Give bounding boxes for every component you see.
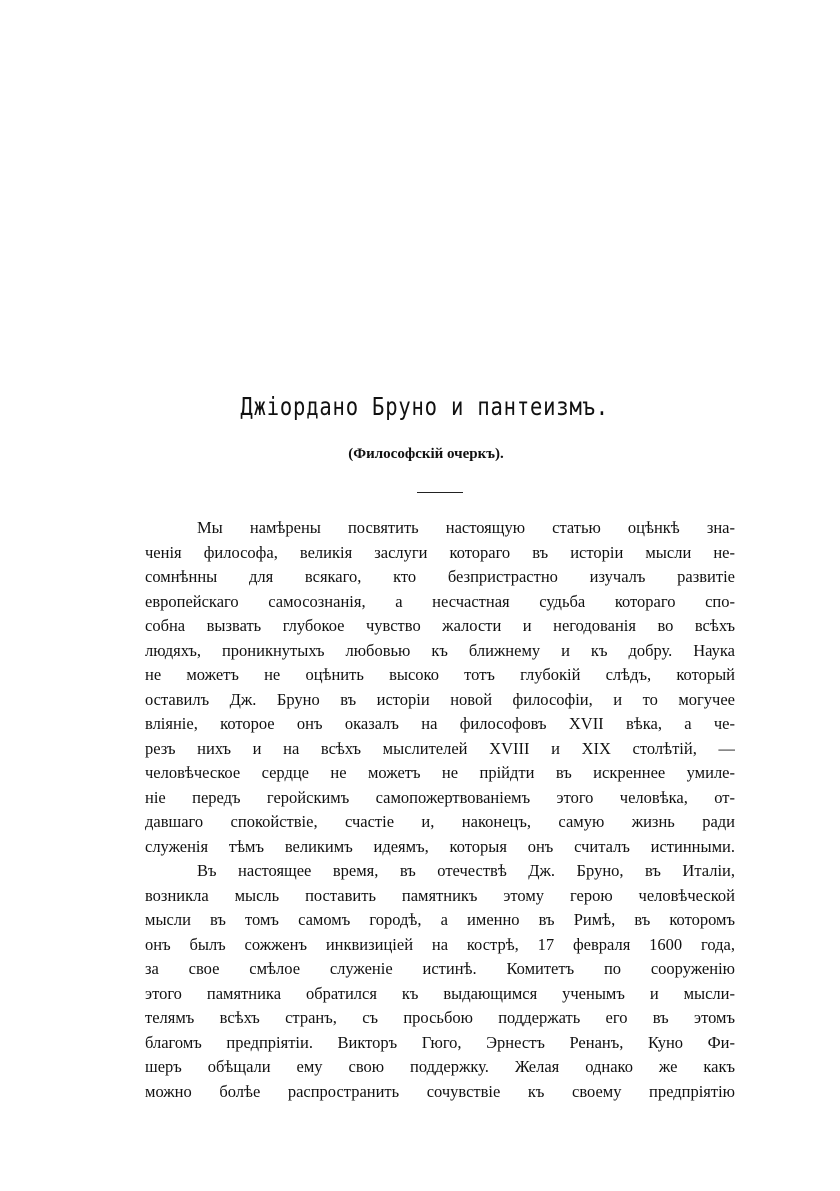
text-line: онъ былъ сожженъ инквизиціей на кострѣ, 17 февраля 1600 года,	[145, 934, 735, 954]
text-line: телямъ всѣхъ странъ, съ просьбою поддержать его въ этомъ	[145, 1008, 735, 1027]
text-line: человѣческое сердце не можетъ не прійдти въ искреннее умиле-	[145, 763, 735, 782]
article-title: Джіордано Бруно и пантеизмъ.	[240, 392, 609, 421]
text-line: оставилъ Дж. Бруно въ исторіи новой философіи, и то могучее	[145, 689, 735, 709]
title-divider	[417, 492, 463, 493]
text-line: ченія философа, великія заслуги котораго въ исторіи мысли не-	[145, 542, 735, 562]
text-line: людяхъ, проникнутыхъ любовью къ ближнему и къ добру. Наука	[145, 640, 735, 660]
text-line: собна вызвать глубокое чувство жалости и негодованія во всѣхъ	[145, 616, 735, 635]
text-line: благомъ предпріятіи. Викторъ Гюго, Эрнестъ Ренанъ, Куно Фи-	[145, 1032, 735, 1052]
text-line: этого памятника обратился къ выдающимся ученымъ и мысли-	[145, 983, 735, 1003]
text-line: европейскаго самосознанія, а несчастная судьба котораго спо-	[145, 591, 735, 611]
text-line: за свое смѣлое служеніе истинѣ. Комитетъ по сооруженію	[145, 959, 735, 978]
article-body	[145, 516, 735, 1104]
text-line: служенія тѣмъ великимъ идеямъ, которыя онъ считалъ истинными.	[145, 836, 735, 856]
text-line: сомнѣнны для всякаго, кто безпристрастно изучалъ развитіе	[145, 567, 735, 586]
text-line: вліяніе, которое онъ оказалъ на философовъ XVII вѣка, а че-	[145, 714, 735, 733]
text-line: можно болѣе распространить сочувствіе къ своему предпріятію	[145, 1081, 735, 1101]
text-line: возникла мысль поставить памятникъ этому герою человѣческой	[145, 885, 735, 905]
article-subtitle: (Философскій очеркъ).	[348, 446, 504, 462]
text-line: мысли въ томъ самомъ городѣ, а именно въ Римѣ, въ которомъ	[145, 910, 735, 929]
text-line: не можетъ не оцѣнить высоко тотъ глубокій слѣдъ, который	[145, 665, 735, 684]
text-line: давшаго спокойствіе, счастіе и, наконецъ, самую жизнь ради	[145, 812, 735, 831]
text-line: шеръ обѣщали ему свою поддержку. Желая однако же какъ	[145, 1057, 735, 1076]
text-line: Мы намѣрены посвятить настоящую статью оцѣнкѣ зна-	[197, 518, 735, 537]
text-line: Въ настоящее время, въ отечествѣ Дж. Бруно, въ Италіи,	[197, 861, 735, 880]
text-line: ніе передъ геройскимъ самопожертвованіемъ этого человѣка, от-	[145, 787, 735, 807]
text-line: резъ нихъ и на всѣхъ мыслителей XVIII и XIX столѣтій, —	[145, 738, 735, 758]
